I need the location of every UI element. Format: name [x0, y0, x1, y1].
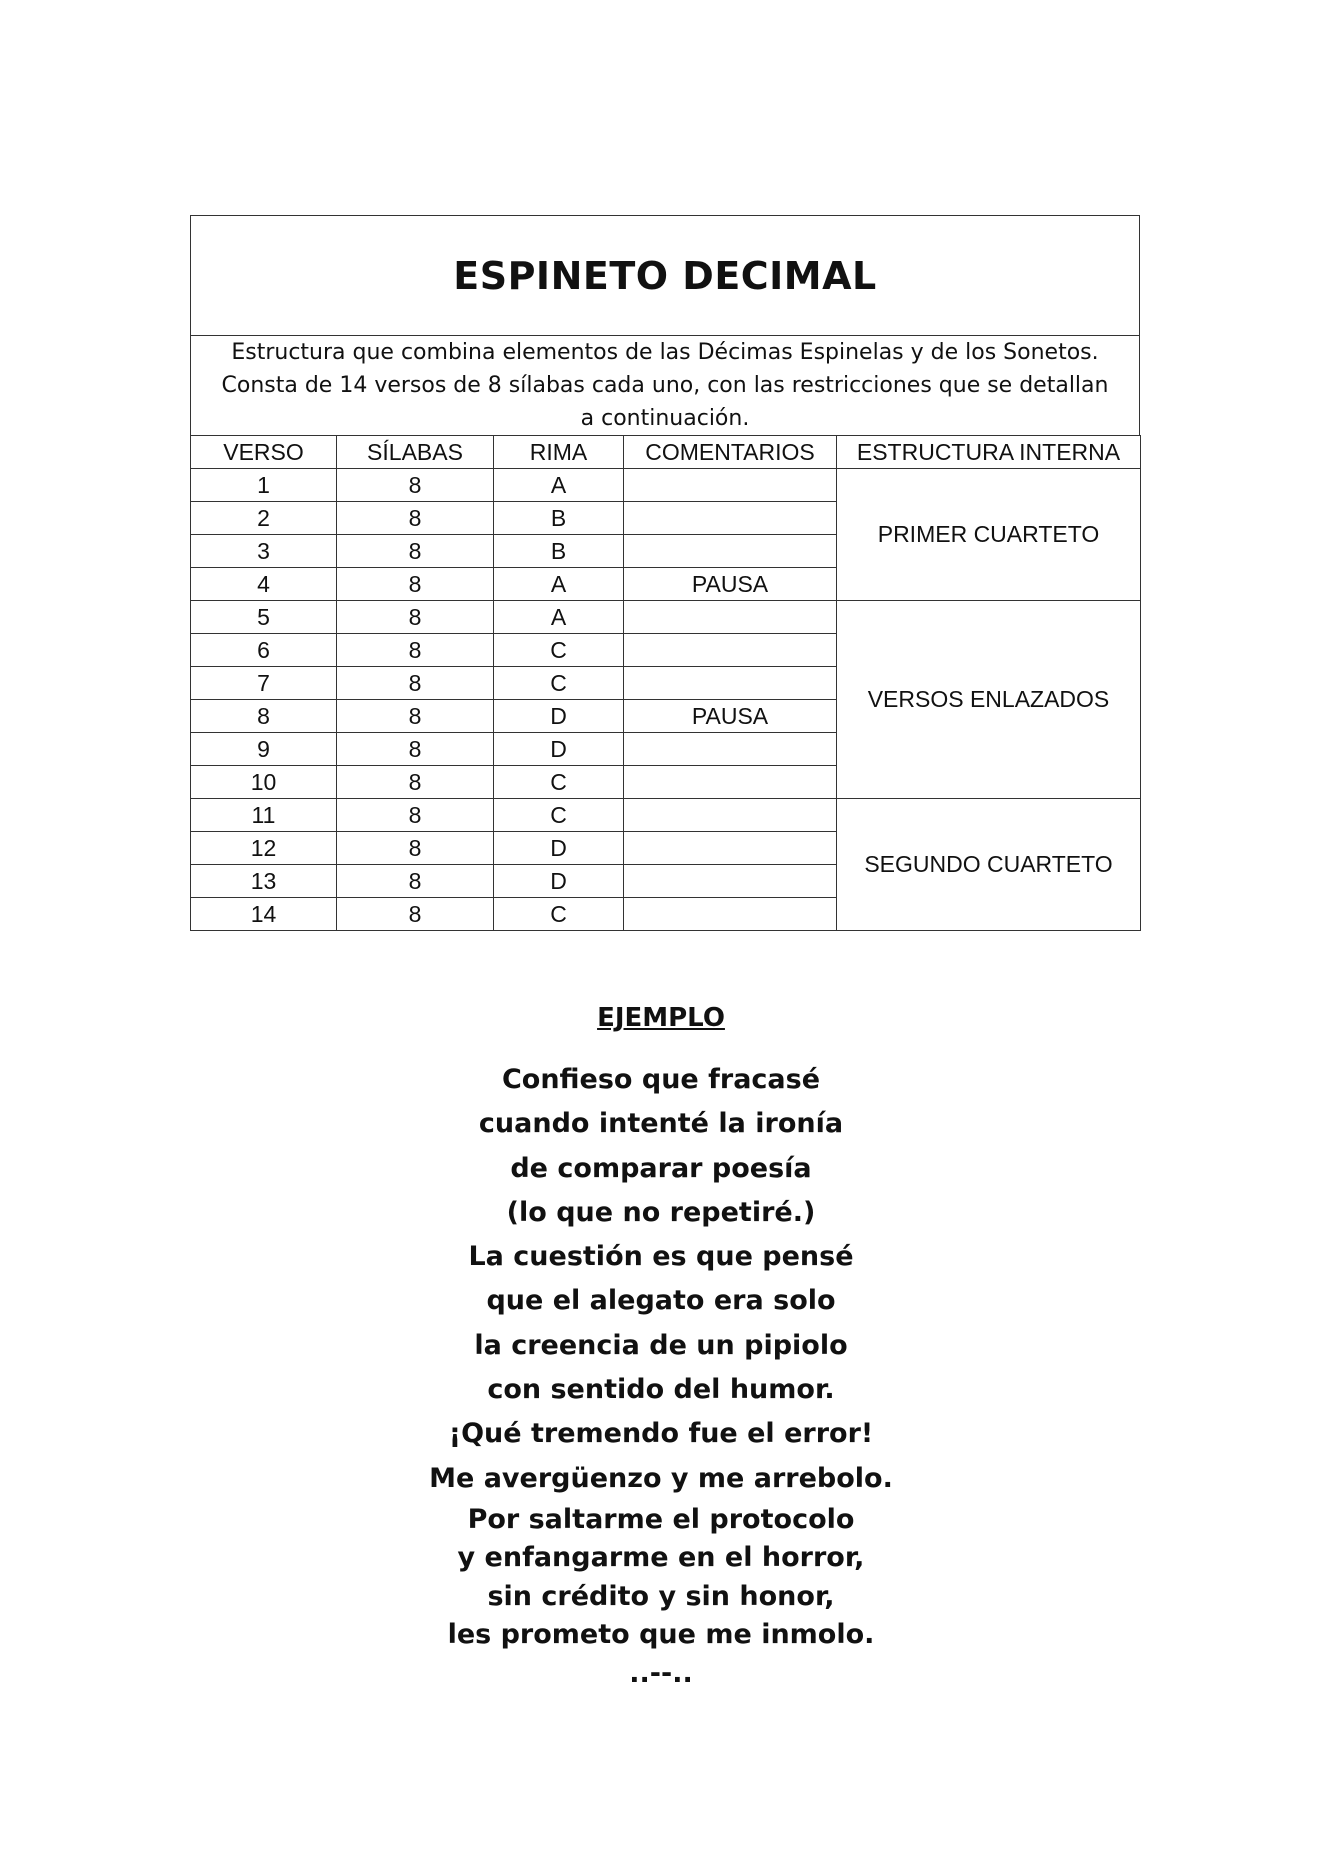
- cell-comentario: [624, 601, 837, 634]
- cell-silabas: 8: [337, 898, 494, 931]
- table-header-row: [191, 436, 1141, 469]
- cell-comentario: [624, 766, 837, 799]
- cell-verso: 12: [191, 832, 337, 865]
- cell-verso: 7: [191, 667, 337, 700]
- poem-verse: ¡Qué tremendo fue el error!: [448, 1418, 874, 1450]
- cell-rima: B: [494, 502, 624, 535]
- structure-primer-cuarteto: PRIMER CUARTETO: [837, 469, 1141, 601]
- cell-comentario: PAUSA: [624, 568, 837, 601]
- cell-silabas: 8: [337, 634, 494, 667]
- cell-verso: 2: [191, 502, 337, 535]
- description-box: [190, 335, 1140, 435]
- cell-rima: C: [494, 634, 624, 667]
- poem-verse: la creencia de un pipiolo: [474, 1329, 848, 1361]
- poem-verse: Me avergüenzo y me arrebolo.: [429, 1462, 893, 1494]
- table-row: [191, 601, 1141, 634]
- cell-comentario: [624, 634, 837, 667]
- cell-verso: 5: [191, 601, 337, 634]
- poem-verse: sin crédito y sin honor,: [487, 1580, 835, 1612]
- header-rima: RIMA: [494, 436, 624, 469]
- espineto-table-frame: [190, 215, 1140, 931]
- cell-silabas: 8: [337, 832, 494, 865]
- header-estructura-interna: ESTRUCTURA INTERNA: [837, 436, 1141, 469]
- cell-comentario: [624, 667, 837, 700]
- description: [222, 336, 1109, 435]
- cell-rima: A: [494, 601, 624, 634]
- cell-rima: D: [494, 832, 624, 865]
- description-line: Estructura que combina elementos de las Décimas Espinelas y de los Sonetos.: [231, 340, 1099, 365]
- poem-verse: La cuestión es que pensé: [468, 1241, 854, 1273]
- cell-verso: 11: [191, 799, 337, 832]
- cell-rima: D: [494, 865, 624, 898]
- cell-rima: D: [494, 700, 624, 733]
- example-heading: EJEMPLO: [597, 1003, 725, 1033]
- cell-silabas: 8: [337, 667, 494, 700]
- cell-comentario: [624, 469, 837, 502]
- poem-verse: cuando intenté la ironía: [478, 1108, 844, 1140]
- cell-silabas: 8: [337, 700, 494, 733]
- poem-verse: con sentido del humor.: [487, 1374, 835, 1406]
- cell-verso: 1: [191, 469, 337, 502]
- cell-silabas: 8: [337, 502, 494, 535]
- cell-silabas: 8: [337, 799, 494, 832]
- cell-rima: C: [494, 799, 624, 832]
- cell-comentario: [624, 733, 837, 766]
- cell-comentario: [624, 799, 837, 832]
- poem-verse: que el alegato era solo: [486, 1285, 836, 1317]
- cell-silabas: 8: [337, 535, 494, 568]
- header-verso: VERSO: [191, 436, 337, 469]
- cell-comentario: [624, 865, 837, 898]
- poem-verse: (lo que no repetiré.): [506, 1196, 816, 1228]
- cell-rima: D: [494, 733, 624, 766]
- cell-silabas: 8: [337, 601, 494, 634]
- page-title: ESPINETO DECIMAL: [453, 253, 877, 298]
- cell-verso: 13: [191, 865, 337, 898]
- cell-rima: C: [494, 898, 624, 931]
- structure-table: [190, 435, 1141, 931]
- cell-comentario: [624, 898, 837, 931]
- cell-verso: 9: [191, 733, 337, 766]
- cell-silabas: 8: [337, 733, 494, 766]
- cell-comentario: [624, 535, 837, 568]
- cell-silabas: 8: [337, 568, 494, 601]
- cell-silabas: 8: [337, 469, 494, 502]
- cell-verso: 6: [191, 634, 337, 667]
- poem-verse: Confieso que fracasé: [501, 1064, 821, 1095]
- cell-rima: C: [494, 766, 624, 799]
- cell-comentario: [624, 502, 837, 535]
- cell-verso: 10: [191, 766, 337, 799]
- cell-rima: A: [494, 568, 624, 601]
- header-comentarios: COMENTARIOS: [624, 436, 837, 469]
- cell-rima: C: [494, 667, 624, 700]
- cell-verso: 4: [191, 568, 337, 601]
- description-line: Consta de 14 versos de 8 sílabas cada uno, con las restricciones que se detallan: [221, 373, 1109, 398]
- poem-verse: y enfangarme en el horror,: [457, 1542, 865, 1574]
- table-row: [191, 469, 1141, 502]
- structure-segundo-cuarteto: SEGUNDO CUARTETO: [837, 799, 1141, 931]
- cell-rima: A: [494, 469, 624, 502]
- cell-verso: 14: [191, 898, 337, 931]
- poem-verse: Por saltarme el protocolo: [467, 1503, 855, 1535]
- cell-verso: 3: [191, 535, 337, 568]
- poem-verse: de comparar poesía: [510, 1152, 812, 1184]
- cell-silabas: 8: [337, 766, 494, 799]
- cell-comentario: [624, 832, 837, 865]
- table-row: [191, 799, 1141, 832]
- cell-verso: 8: [191, 700, 337, 733]
- header-silabas: SÍLABAS: [337, 436, 494, 469]
- title-box: [190, 215, 1140, 335]
- example-poem: [0, 1058, 1322, 1693]
- structure-versos-enlazados: VERSOS ENLAZADOS: [837, 601, 1141, 799]
- cell-comentario: PAUSA: [624, 700, 837, 733]
- description-line: a continuación.: [580, 406, 750, 431]
- poem-verse: les prometo que me inmolo.: [447, 1619, 875, 1651]
- cell-silabas: 8: [337, 865, 494, 898]
- cell-rima: B: [494, 535, 624, 568]
- poem-ending-mark: ..--..: [629, 1657, 693, 1689]
